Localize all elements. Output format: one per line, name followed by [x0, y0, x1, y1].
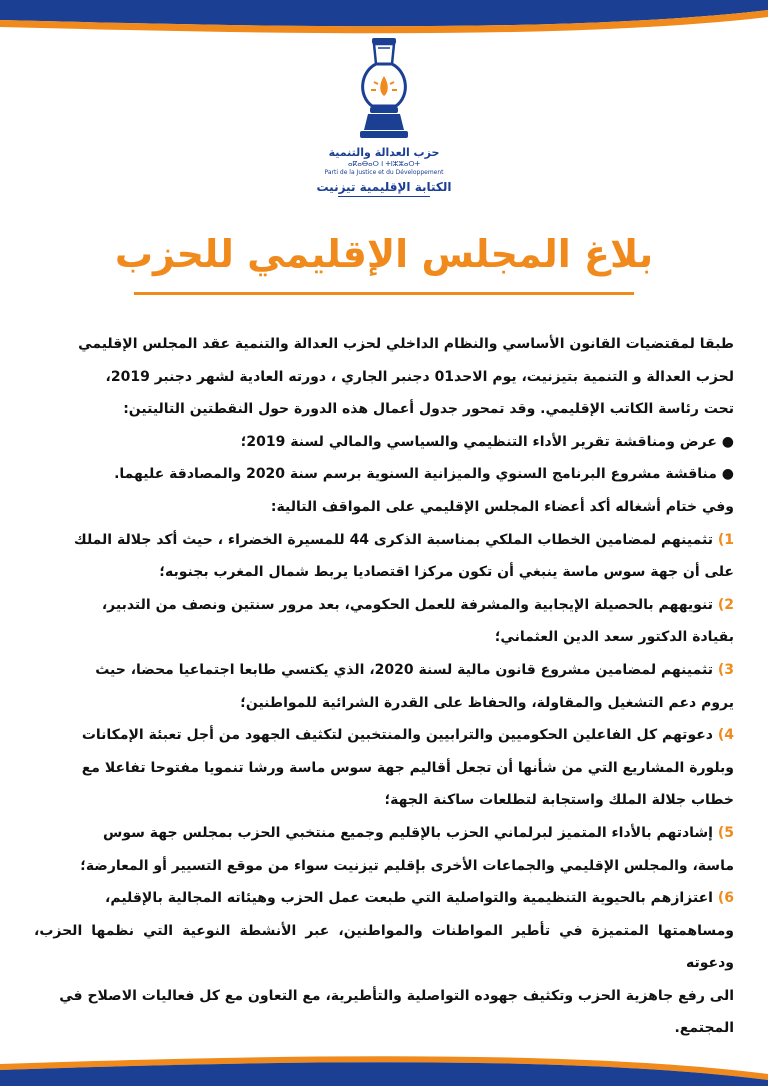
position-number: 2) — [717, 596, 734, 613]
statement-body — [34, 328, 734, 1045]
regional-secretariat: الكتابة الإقليمية تيزنيت — [316, 180, 452, 194]
position-item: 5) إشادتهم بالأداء المتميز لبرلماني الحزب بالإقليم وجميع منتخبي الحزب بمجلس جهة سوس — [103, 824, 734, 841]
position-number: 1) — [717, 531, 734, 548]
bullet-icon: ● — [716, 466, 734, 483]
position-line: ماسة، والمجلس الإقليمي والجماعات الأخرى بإقليم تيزنيت سواء من موقع التسيير أو المعارضة؛ — [80, 857, 734, 874]
position-line: المجتمع. — [674, 1020, 734, 1037]
lamp-icon — [352, 34, 416, 144]
position-item: 3) تثمينهم لمضامين مشروع قانون مالية لسنة 2020، الذي يكتسي طابعا اجتماعيا محضا، حيث — [95, 661, 734, 678]
closing-intro: وفي ختام أشغاله أكد أعضاء المجلس الإقليمي على المواقف التالية: — [270, 498, 734, 515]
position-number: 3) — [717, 661, 734, 678]
position-number: 4) — [717, 727, 734, 744]
position-item: 4) دعوتهم كل الفاعلين الحكوميين والترابيين والمنتخبين لتكثيف الجهود من أجل تعبئة الإمكانات — [81, 727, 734, 744]
bullet-icon: ● — [716, 433, 734, 450]
party-logo — [0, 34, 768, 197]
party-name-french: Parti de la Justice et du Développement — [324, 169, 444, 176]
position-item: 2) تنويههم بالحصيلة الإيجابية والمشرفة للعمل الحكومي، بعد مرور سنتين ونصف من التدبير، — [101, 596, 734, 613]
page-title: بلاغ المجلس الإقليمي للحزب — [114, 232, 654, 276]
position-number: 5) — [717, 824, 734, 841]
position-item: 6) اعتزازهم بالحيوية التنظيمية والتواصلية التي طبعت عمل الحزب وهيئاته المجالية بالإقليم، — [105, 890, 734, 907]
position-line: الى رفع جاهزية الحزب وتكثيف جهوده التواصلية والتأطيرية، مع التعاون مع كل فعاليات الاصلاح في — [59, 987, 734, 1004]
bottom-decorative-band — [0, 1034, 768, 1086]
position-line: وبلورة المشاريع التي من شأنها أن تجعل أقاليم جهة سوس ماسة ورشا تنمويا مفتوحا تفاعلا مع — [81, 759, 734, 776]
agenda-item: ● عرض ومناقشة تقرير الأداء التنظيمي والسياسي والمالي لسنة 2019؛ — [240, 433, 734, 450]
party-name-tifinagh: ⴰⴽⴰⴱⴰⵔ ⵏ ⵜⵏⵣⵣⴰⵔⵜ — [348, 160, 420, 168]
position-item: 1) تثمينهم لمضامين الخطاب الملكي بمناسبة الذكرى 44 للمسيرة الخضراء ، حيث أكد جلالة الملك — [73, 531, 734, 548]
title-underline — [134, 292, 634, 295]
position-line: خطاب جلالة الملك واستجابة لتطلعات ساكنة الجهة؛ — [384, 792, 734, 809]
position-line: على أن جهة سوس ماسة ينبغي أن تكون مركزا اقتصاديا يربط شمال المغرب بجنوبه؛ — [159, 564, 734, 581]
region-underline — [338, 196, 430, 197]
party-name: حزب العدالة والتنمية — [328, 146, 440, 159]
position-number: 6) — [717, 890, 734, 907]
position-line: بقيادة الدكتور سعد الدين العثماني؛ — [494, 629, 734, 646]
position-line: ومساهمتها المتميزة في تأطير المواطنات والمواطنين، عبر الأنشطة النوعية التي نظمها الحزب، ودعوته — [34, 922, 734, 972]
position-line: يروم دعم التشغيل والمقاولة، والحفاظ على القدرة الشرائية للمواطنين؛ — [240, 694, 734, 711]
agenda-item: ● مناقشة مشروع البرنامج السنوي والميزانية السنوية برسم سنة 2020 والمصادقة عليهما. — [114, 466, 734, 483]
intro-line: لحزب العدالة و التنمية بتيزنيت، يوم الاحد01 دجنبر الجاري ، دورته العادية لشهر دجنبر 2019، — [105, 368, 734, 385]
intro-line: تحت رئاسة الكاتب الإقليمي. وقد تمحور جدول أعمال هذه الدورة حول النقطتين التاليتين: — [123, 401, 734, 418]
intro-line: طبقا لمقتضيات القانون الأساسي والنظام الداخلي لحزب العدالة والتنمية عقد المجلس الإقليمي — [78, 336, 734, 352]
